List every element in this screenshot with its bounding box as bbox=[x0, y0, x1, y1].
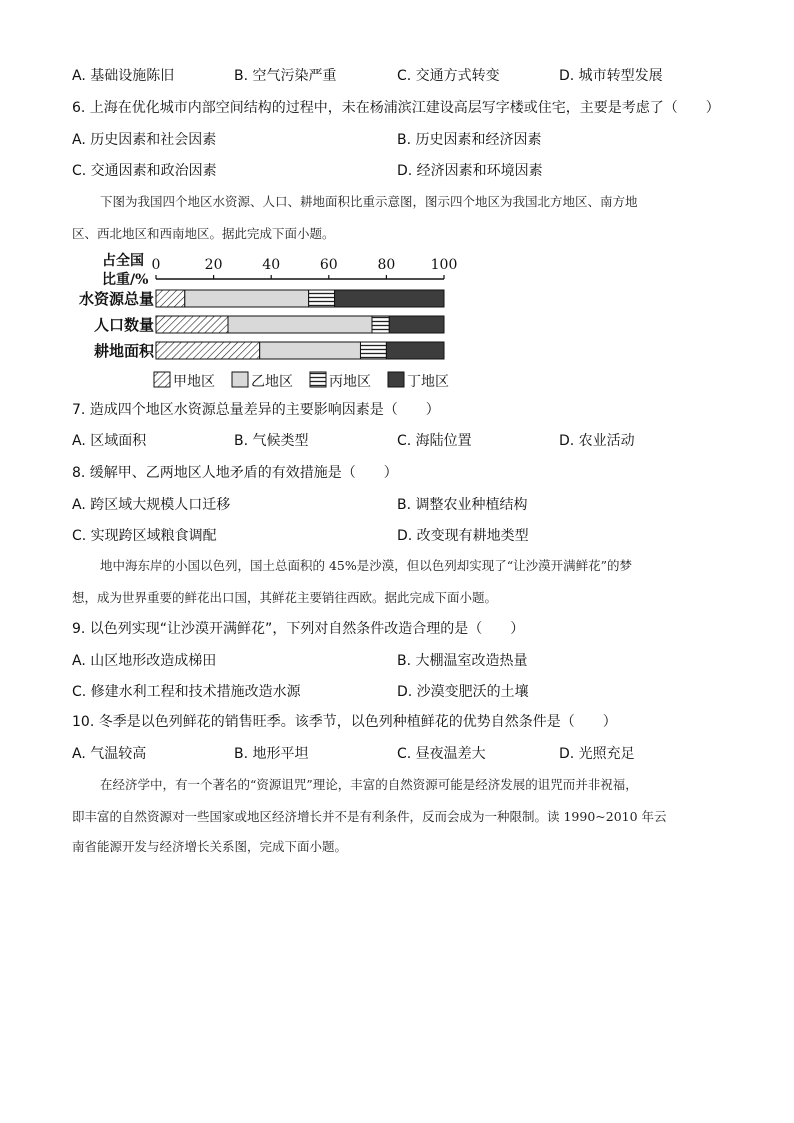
legend-label: 丁地区 bbox=[407, 374, 449, 390]
category-label: 水资源总量 bbox=[78, 290, 154, 308]
bar-segment-3-2 bbox=[372, 316, 389, 333]
bar-segment-2-1 bbox=[185, 290, 309, 307]
category-label: 人口数量 bbox=[93, 316, 154, 334]
category-label: 耕地面积 bbox=[93, 342, 154, 360]
bar-segment-4-1 bbox=[335, 290, 444, 307]
q6-option-c: C. 交通因素和政治因素 bbox=[72, 163, 217, 179]
q6-option-a: A. 历史因素和社会因素 bbox=[72, 132, 217, 148]
q7-option-a: A. 区域面积 bbox=[72, 433, 147, 449]
bar-segment-3-1 bbox=[309, 290, 335, 307]
q9-stem: 9. 以色列实现“让沙漠开满鲜花”，下列对自然条件改造合理的是（ ） bbox=[72, 621, 525, 637]
q10-option-a: A. 气温较高 bbox=[72, 746, 147, 762]
q7-option-b: B. 气候类型 bbox=[234, 433, 309, 449]
chart-title-line2: 比重/% bbox=[102, 272, 149, 288]
bar-segment-1-2 bbox=[156, 316, 228, 333]
q8-option-b: B. 调整农业种植结构 bbox=[397, 497, 528, 513]
q8-stem: 8. 缓解甲、乙两地区人地矛盾的有效措施是（ ） bbox=[72, 465, 398, 481]
intro3-line1: 在经济学中，有一个著名的“资源诅咒”理论，丰富的自然资源可能是经济发展的诅咒而并非祝福， bbox=[100, 777, 638, 792]
legend-swatch bbox=[388, 372, 404, 387]
q7-option-c: C. 海陆位置 bbox=[397, 433, 472, 449]
q6-option-d: D. 经济因素和环境因素 bbox=[397, 163, 543, 179]
x-tick-label: 0 bbox=[151, 257, 161, 273]
q7-option-d: D. 农业活动 bbox=[559, 433, 635, 449]
chart-axis bbox=[152, 257, 458, 279]
q8-option-a: A. 跨区域大规模人口迁移 bbox=[72, 497, 231, 513]
q10-option-c: C. 昼夜温差大 bbox=[397, 746, 486, 762]
intro1-line2: 区、西北地区和西南地区。据此完成下面小题。 bbox=[72, 226, 335, 241]
x-tick-label: 20 bbox=[204, 257, 223, 273]
x-tick-label: 60 bbox=[319, 257, 338, 273]
q8-option-c: C. 实现跨区域粮食调配 bbox=[72, 528, 217, 544]
bar-segment-1-1 bbox=[156, 290, 185, 307]
q10-option-b: B. 地形平坦 bbox=[234, 746, 309, 762]
q7-stem: 7. 造成四个地区水资源总量差异的主要影响因素是（ ） bbox=[72, 402, 440, 418]
legend-label: 丙地区 bbox=[329, 374, 371, 390]
q5-option-d: D. 城市转型发展 bbox=[559, 68, 663, 84]
q10-option-d: D. 光照充足 bbox=[559, 746, 635, 762]
intro2-line1: 地中海东岸的小国以色列，国土总面积的 45%是沙漠，但以色列却实现了“让沙漠开满鲜花”的梦 bbox=[100, 558, 633, 573]
legend-swatch bbox=[232, 372, 248, 387]
q6-stem: 6. 上海在优化城市内部空间结构的过程中，未在杨浦滨江建设高层写字楼或住宅，主要是考虑了（ ） bbox=[72, 100, 720, 116]
q6-option-b: B. 历史因素和经济因素 bbox=[397, 132, 542, 148]
bar-segment-3-3 bbox=[360, 342, 386, 359]
q9-option-b: B. 大棚温室改造热量 bbox=[397, 653, 528, 669]
bar-segment-2-3 bbox=[260, 342, 361, 359]
chart-title-line1: 占全国 bbox=[102, 253, 144, 269]
intro3-line3: 南省能源开发与经济增长关系图，完成下面小题。 bbox=[72, 839, 348, 854]
legend-label: 甲地区 bbox=[173, 374, 215, 390]
q9-option-c: C. 修建水利工程和技术措施改造水源 bbox=[72, 684, 301, 700]
intro1-line1: 下图为我国四个地区水资源、人口、耕地面积比重示意图，图示四个地区为我国北方地区、南方地 bbox=[100, 194, 638, 209]
bar-segment-1-3 bbox=[156, 342, 260, 359]
chart-legend bbox=[154, 372, 449, 390]
q5-option-b: B. 空气污染严重 bbox=[234, 68, 337, 84]
intro3-line2: 即丰富的自然资源对一些国家或地区经济增长并不是有利条件，反而会成为一种限制。读 1990~2010 年云 bbox=[72, 809, 667, 824]
chart-bars bbox=[79, 290, 444, 360]
q9-option-a: A. 山区地形改造成梯田 bbox=[72, 653, 217, 669]
legend-label: 乙地区 bbox=[251, 374, 293, 390]
q8-option-d: D. 改变现有耕地类型 bbox=[397, 528, 529, 544]
x-tick-label: 100 bbox=[430, 257, 458, 273]
q5-option-a: A. 基础设施陈旧 bbox=[72, 68, 175, 84]
bar-segment-4-2 bbox=[389, 316, 444, 333]
x-tick-label: 40 bbox=[262, 257, 281, 273]
q9-option-d: D. 沙漠变肥沃的土壤 bbox=[397, 684, 529, 700]
bar-segment-2-2 bbox=[228, 316, 372, 333]
legend-swatch bbox=[310, 372, 326, 387]
legend-swatch bbox=[154, 372, 170, 387]
intro2-line2: 想，成为世界重要的鲜花出口国，其鲜花主要销往西欧。据此完成下面小题。 bbox=[72, 590, 498, 605]
stacked-bar-chart bbox=[70, 248, 470, 394]
x-tick-label: 80 bbox=[377, 257, 396, 273]
q5-option-c: C. 交通方式转变 bbox=[397, 68, 500, 84]
bar-segment-4-3 bbox=[386, 342, 444, 359]
q10-stem: 10. 冬季是以色列鲜花的销售旺季。该季节，以色列种植鲜花的优势自然条件是（ ） bbox=[72, 714, 617, 730]
